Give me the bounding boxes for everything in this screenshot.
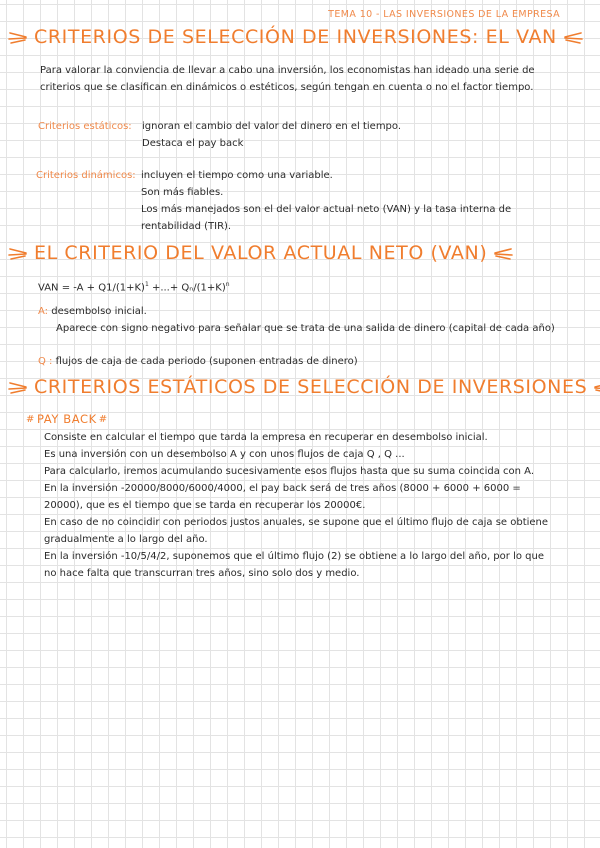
chapter-tag: TEMA 10 - LAS INVERSIONES DE LA EMPRESA: [328, 9, 560, 20]
heading-valor-actual-neto: [8, 242, 592, 264]
formula-exp2: n: [225, 281, 230, 288]
payback-body: [44, 429, 548, 582]
heading-van-text: CRITERIOS DE SELECCIÓN DE INVERSIONES: EL VAN: [34, 26, 557, 48]
payback-title: PAY BACK: [36, 412, 97, 426]
payback-line: En la inversión -10/5/4/2, suponemos que el último flujo (2) se obtiene a lo largo del año, por lo que: [44, 551, 544, 562]
payback-line: En caso de no coincidir con periodos justos anuales, se supone que el último flujo de caja se obtiene: [44, 517, 549, 528]
definition-a-text: desembolso inicial.: [51, 306, 147, 317]
hash-left-icon: #: [26, 413, 35, 425]
sparkle-left-icon: [8, 30, 30, 44]
formula-exp1: 1: [144, 281, 149, 288]
definition-q: [38, 353, 358, 370]
estaticos-line: Destaca el pay back: [142, 138, 244, 149]
dinamicos-line: Los más manejados son el del valor actual neto (VAN) y la tasa interna de: [141, 204, 512, 215]
sparkle-right-icon: [561, 30, 583, 44]
heading-criterios-estaticos-text: CRITERIOS ESTÁTICOS DE SELECCIÓN DE INVERSIONES: [34, 376, 588, 398]
heading-valor-actual-neto-text: EL CRITERIO DEL VALOR ACTUAL NETO (VAN): [34, 242, 488, 264]
hash-right-icon: #: [98, 413, 108, 425]
van-formula: [38, 276, 230, 296]
estaticos-line: ignoran el cambio del valor del dinero en el tiempo.: [142, 121, 402, 132]
formula-part1: VAN = -A + Q1/(1+K): [38, 282, 145, 294]
dinamicos-line: incluyen el tiempo como una variable.: [141, 170, 333, 181]
estaticos-label: Criterios estáticos:: [38, 121, 132, 132]
intro-line: Para valorar la conviencia de llevar a cabo una inversión, los economistas han ideado una serie de: [40, 65, 535, 76]
definition-a-detail: Aparece con signo negativo para señalar que se trata de una salida de dinero (capital de cada año): [56, 323, 555, 334]
heading-van: [8, 26, 592, 48]
sparkle-right-icon: [591, 380, 600, 394]
payback-line: En la inversión -20000/8000/6000/4000, el pay back será de tres años (8000 + 6000 + 6000 =: [44, 483, 521, 494]
sparkle-left-icon: [8, 246, 30, 260]
definition-a: [38, 303, 147, 320]
payback-line: 20000), que es el tiempo que se tarda en recuperar los 20000€.: [44, 500, 366, 511]
intro-line: criterios que se clasifican en dinámicos o estéticos, según tengan en cuenta o no el factor tiempo.: [40, 82, 534, 93]
payback-subheading: [24, 412, 110, 426]
payback-line: gradualmente a lo largo del año.: [44, 534, 208, 545]
definition-q-text: flujos de caja de cada periodo (suponen entradas de dinero): [55, 356, 358, 367]
dinamicos-text: [141, 167, 511, 235]
sparkle-left-icon: [8, 380, 30, 394]
definition-a-label: A:: [38, 306, 49, 317]
dinamicos-line: Son más fiables.: [141, 187, 224, 198]
intro-paragraph: [40, 62, 535, 96]
formula-part2: +...+ Qₙ/(1+K): [148, 282, 226, 294]
payback-line: Es una inversión con un desembolso A y con unos flujos de caja Q , Q ...: [44, 449, 405, 460]
payback-line: Consiste en calcular el tiempo que tarda la empresa en recuperar en desembolso inicial.: [44, 432, 488, 443]
heading-criterios-estaticos: [8, 376, 592, 398]
dinamicos-label: Criterios dinámicos:: [36, 170, 136, 181]
dinamicos-line: rentabilidad (TIR).: [141, 221, 232, 232]
estaticos-text: [142, 118, 401, 152]
payback-line: Para calcularlo, iremos acumulando sucesivamente esos flujos hasta que su suma coincida con A.: [44, 466, 535, 477]
payback-line: no hace falta que transcurran tres años, sino solo dos y medio.: [44, 568, 360, 579]
definition-q-label: Q :: [38, 356, 53, 367]
sparkle-right-icon: [491, 246, 513, 260]
